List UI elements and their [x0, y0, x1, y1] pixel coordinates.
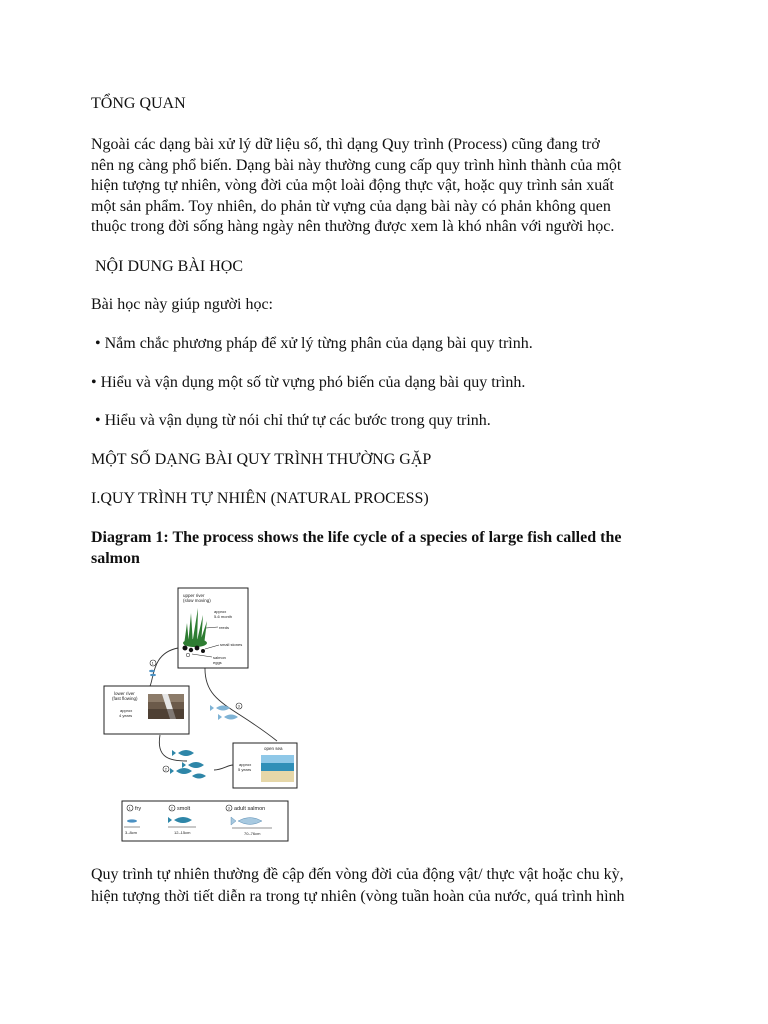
upper-approx-label: 5-6 month [214, 614, 233, 619]
small-stones-label: small stones [220, 642, 243, 647]
overview-line: nên ng càng phổ biến. Dạng bài này thường cung cấp quy trình hình thành của một [91, 156, 622, 174]
sea-approx-label: 5 years [238, 767, 252, 772]
legend-smolt-label: smolt [177, 806, 191, 812]
overview-line: Ngoài các dạng bài xử lý dữ liệu số, thì dạng Quy trình (Process) cũng đang trở [91, 136, 600, 153]
lesson-bullet: • Nắm chắc phương pháp để xử lý từng phân của dạng bài quy trình. [95, 335, 533, 352]
reeds-label: reeds [219, 625, 230, 630]
svg-text:2: 2 [170, 805, 173, 811]
lesson-intro: Bài học này giúp người học: [91, 296, 273, 313]
lower-river-label: (fast flowing) [112, 696, 138, 701]
step-1-marker: 1 [151, 660, 154, 666]
step-3-marker: 3 [237, 703, 240, 709]
overview-line: một sản phẩm. Toy nhiên, do phản từ vựng của dạng bài này có phản không quen [91, 197, 611, 215]
lower-approx-label: approx [120, 708, 133, 713]
salmon-life-cycle-diagram [92, 583, 322, 845]
lesson-heading: NỘI DUNG BÀI HỌC [95, 258, 243, 275]
salmon-eggs-label: eggs [213, 660, 222, 665]
upper-river-label: (slow moving) [183, 598, 211, 603]
river-photo [148, 694, 184, 719]
sea-photo [261, 755, 294, 782]
cycle-arrow-1 [150, 648, 178, 686]
lower-approx-label: 4 years [119, 713, 133, 718]
step-2-marker: 2 [164, 766, 167, 772]
natural-process-heading: I.QUY TRÌNH TỰ NHIÊN (NATURAL PROCESS) [91, 490, 429, 507]
diagram-caption-line: Diagram 1: The process shows the life cycle of a species of large fish called the [91, 529, 622, 546]
fry-legend-icon [127, 819, 137, 822]
diagram-caption-line: salmon [91, 550, 140, 567]
overview-line: hiện tượng tự nhiên, vòng đời của một loài động thực vật, hoặc quy trình sản xuất [91, 177, 614, 194]
overview-line: thuộc trong đời sống hàng ngày nên thường được xem là khó nhân với người học. [91, 218, 615, 235]
svg-text:3: 3 [227, 805, 230, 811]
legend-adult-salmon-label: adult salmon [234, 806, 266, 812]
fry-icon [149, 670, 156, 676]
common-types-heading: MỘT SỐ DẠNG BÀI QUY TRÌNH THƯỜNG GẶP [91, 451, 432, 468]
lesson-bullet: • Hiểu và vận dụng một số từ vựng phó biến của dạng bài quy trình. [91, 374, 526, 391]
sea-approx-label: approx [239, 762, 252, 767]
closing-line: hiện tượng thời tiết diễn ra trong tự nhiên (vòng tuần hoàn của nước, quá trình hình [91, 888, 625, 905]
upper-river-label: upper river [183, 593, 205, 598]
cycle-arrow-4 [214, 765, 233, 770]
legend-fry-label: fry [135, 806, 142, 812]
salmon-eggs-label: salmon [213, 655, 226, 660]
overview-heading: TỔNG QUAN [91, 95, 186, 112]
svg-text:1: 1 [128, 805, 131, 811]
legend-fry-size: 3–8cm [125, 830, 138, 835]
lesson-bullet: • Hiểu và vận dụng từ nói chỉ thứ tự các bước trong quy trinh. [95, 412, 491, 429]
upper-approx-label: approx [214, 609, 227, 614]
closing-line: Quy trình tự nhiên thường đề cập đến vòng đời của động vật/ thực vật hoặc chu kỳ, [91, 866, 624, 883]
open-sea-label: open sea [264, 746, 283, 751]
cycle-arrow-2 [159, 735, 187, 761]
legend-smolt-size: 12–15cm [174, 830, 191, 835]
adult-salmon-icon [210, 705, 238, 720]
legend-adult-size: 70–76cm [244, 831, 261, 836]
smolt-icon [170, 750, 206, 779]
lower-river-label: lower river [114, 691, 135, 696]
